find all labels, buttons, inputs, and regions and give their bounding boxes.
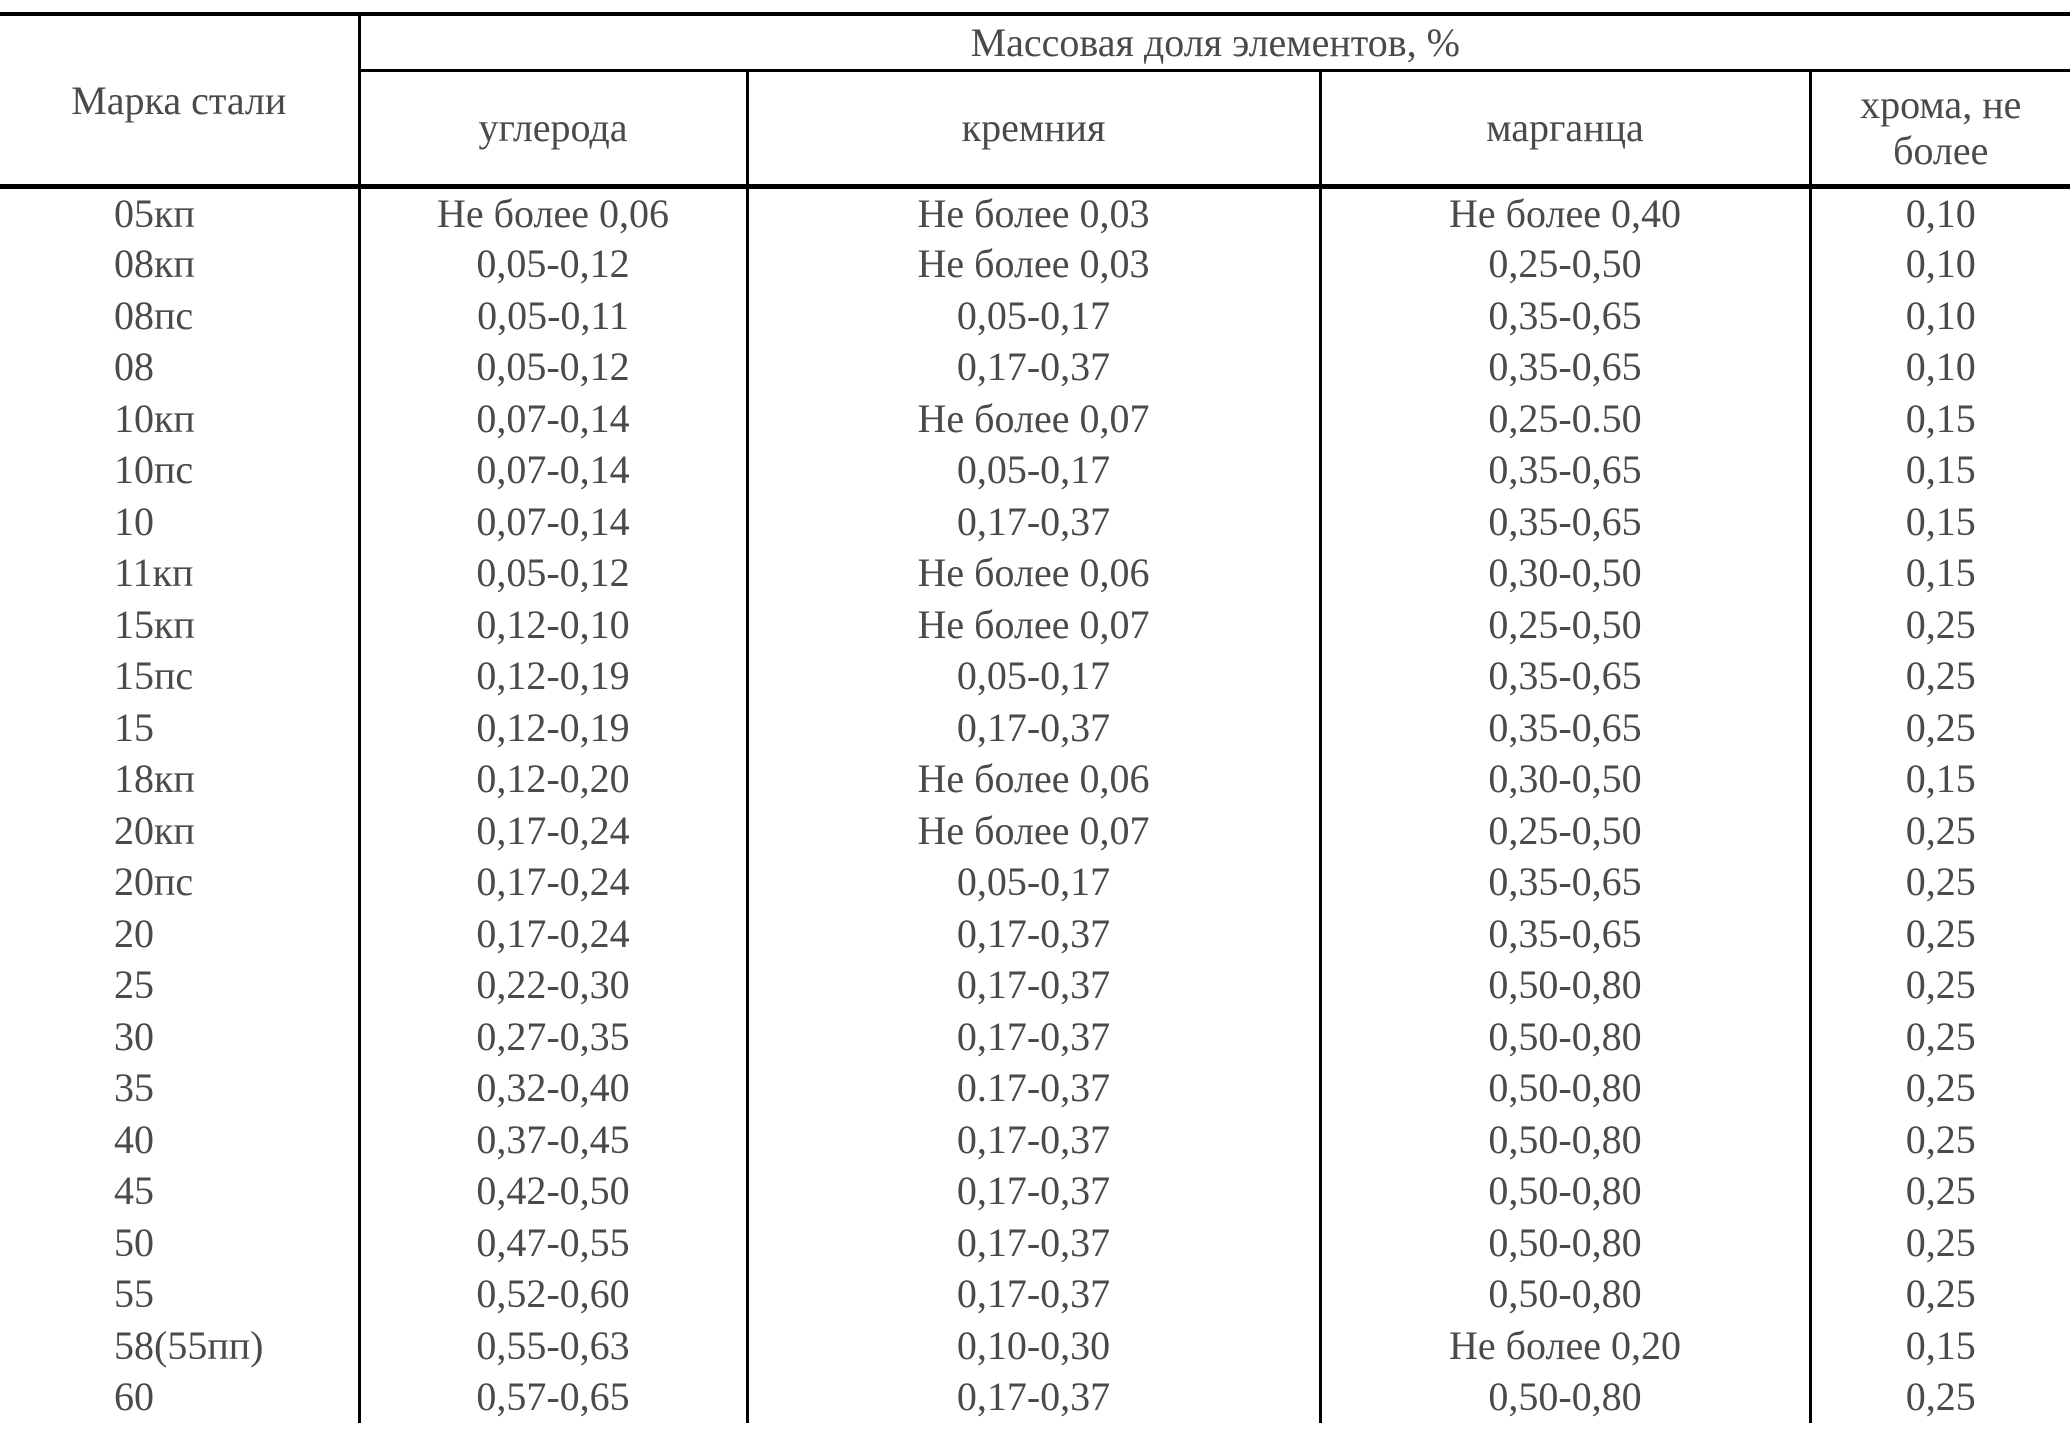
cell-manganese: 0,30-0,50 (1320, 547, 1810, 599)
cell-chromium: 0,25 (1905, 704, 1976, 750)
cell-manganese: 0,50-0,80 (1320, 1217, 1810, 1269)
cell-chromium: 0,25 (1905, 807, 1976, 853)
cell-chromium: 0,25 (1905, 1374, 1976, 1420)
cell-manganese: 0,50-0,80 (1320, 1011, 1810, 1063)
cell-steel-grade: 10кп (0, 393, 359, 445)
cell-steel-grade: 10пс (0, 444, 359, 496)
cell-steel-grade: 05кп (0, 187, 359, 239)
cell-manganese: 0,35-0,65 (1320, 650, 1810, 702)
cell-silicon: 0,17-0,37 (747, 908, 1320, 960)
steel-composition-table (0, 12, 2070, 1423)
cell-silicon: 0,17-0,37 (747, 702, 1320, 754)
table-row (0, 341, 2070, 393)
cell-manganese: 0,35-0,65 (1320, 341, 1810, 393)
column-header-chromium-max: хрома, не более (1860, 82, 2022, 173)
header-row-group (0, 14, 2070, 71)
cell-chromium: 0,25 (1905, 962, 1976, 1008)
cell-steel-grade: 15пс (0, 650, 359, 702)
cell-steel-grade: 35 (0, 1062, 359, 1114)
column-header-manganese: марганца (1320, 71, 1810, 187)
cell-manganese: 0,50-0,80 (1320, 959, 1810, 1011)
cell-manganese: 0,35-0,65 (1320, 290, 1810, 342)
cell-manganese: Не более 0,20 (1320, 1320, 1810, 1372)
cell-carbon: 0,07-0,14 (359, 393, 747, 445)
table-header (0, 14, 2070, 187)
cell-steel-grade: 10 (0, 496, 359, 548)
cell-carbon: 0,05-0,12 (359, 238, 747, 290)
cell-steel-grade: 40 (0, 1114, 359, 1166)
cell-manganese: 0,50-0,80 (1320, 1062, 1810, 1114)
table-row (0, 1320, 2070, 1372)
table-row (0, 187, 2070, 239)
cell-steel-grade: 08пс (0, 290, 359, 342)
cell-chromium: 0,10 (1905, 292, 1976, 338)
cell-silicon: 0,17-0,37 (747, 1011, 1320, 1063)
cell-steel-grade: 08 (0, 341, 359, 393)
cell-carbon: 0,47-0,55 (359, 1217, 747, 1269)
table-row (0, 599, 2070, 651)
table-row (0, 238, 2070, 290)
cell-chromium: 0,15 (1905, 498, 1976, 544)
cell-chromium: 0,25 (1905, 1219, 1976, 1265)
cell-carbon: 0,17-0,24 (359, 805, 747, 857)
cell-steel-grade: 25 (0, 959, 359, 1011)
table-row (0, 753, 2070, 805)
cell-silicon: Не более 0,07 (747, 599, 1320, 651)
cell-carbon: 0,12-0,19 (359, 702, 747, 754)
cell-manganese: 0,50-0,80 (1320, 1268, 1810, 1320)
table-row (0, 650, 2070, 702)
cell-silicon: 0,17-0,37 (747, 1114, 1320, 1166)
cell-manganese: 0,50-0,80 (1320, 1371, 1810, 1423)
table-row (0, 290, 2070, 342)
cell-chromium: 0,15 (1905, 550, 1976, 596)
cell-chromium: 0,15 (1905, 447, 1976, 493)
cell-steel-grade: 15 (0, 702, 359, 754)
cell-chromium: 0,25 (1905, 1116, 1976, 1162)
cell-steel-grade: 20кп (0, 805, 359, 857)
table-row (0, 444, 2070, 496)
table-row (0, 1217, 2070, 1269)
cell-chromium: 0,10 (1905, 344, 1976, 390)
cell-manganese: 0,35-0,65 (1320, 856, 1810, 908)
cell-steel-grade: 20пс (0, 856, 359, 908)
cell-steel-grade: 11кп (0, 547, 359, 599)
column-group-header-mass-fraction: Массовая доля элементов, % (359, 14, 2070, 71)
table-row (0, 496, 2070, 548)
cell-chromium: 0,10 (1905, 241, 1976, 287)
column-header-carbon: углерода (359, 71, 747, 187)
table-row (0, 1011, 2070, 1063)
cell-manganese: 0,25-0,50 (1320, 238, 1810, 290)
cell-carbon: 0,07-0,14 (359, 496, 747, 548)
cell-silicon: 0,17-0,37 (747, 341, 1320, 393)
cell-chromium: 0,25 (1905, 601, 1976, 647)
cell-steel-grade: 15кп (0, 599, 359, 651)
cell-carbon: 0,52-0,60 (359, 1268, 747, 1320)
cell-steel-grade: 45 (0, 1165, 359, 1217)
cell-carbon: 0,12-0,20 (359, 753, 747, 805)
cell-steel-grade: 60 (0, 1371, 359, 1423)
cell-silicon: 0,17-0,37 (747, 959, 1320, 1011)
cell-manganese: Не более 0,40 (1320, 187, 1810, 239)
cell-carbon: 0,05-0,12 (359, 341, 747, 393)
cell-silicon: 0,05-0,17 (747, 444, 1320, 496)
cell-chromium: 0,25 (1905, 1065, 1976, 1111)
table-row (0, 908, 2070, 960)
cell-manganese: 0,25-0.50 (1320, 393, 1810, 445)
cell-silicon: 0,17-0,37 (747, 1268, 1320, 1320)
cell-carbon: 0,12-0,19 (359, 650, 747, 702)
cell-carbon: 0,22-0,30 (359, 959, 747, 1011)
cell-manganese: 0,35-0,65 (1320, 496, 1810, 548)
cell-carbon: 0,05-0,12 (359, 547, 747, 599)
table-row (0, 856, 2070, 908)
cell-silicon: Не более 0,06 (747, 753, 1320, 805)
cell-manganese: 0,35-0,65 (1320, 444, 1810, 496)
table-body (0, 187, 2070, 1423)
cell-carbon: 0,57-0,65 (359, 1371, 747, 1423)
cell-silicon: 0,05-0,17 (747, 856, 1320, 908)
cell-silicon: Не более 0,03 (747, 187, 1320, 239)
cell-chromium: 0,25 (1905, 859, 1976, 905)
cell-manganese: 0,35-0,65 (1320, 908, 1810, 960)
cell-carbon: 0,32-0,40 (359, 1062, 747, 1114)
cell-carbon: 0,27-0,35 (359, 1011, 747, 1063)
cell-carbon: 0,07-0,14 (359, 444, 747, 496)
cell-manganese: 0,25-0,50 (1320, 599, 1810, 651)
cell-steel-grade: 58(55пп) (0, 1320, 359, 1372)
table-row (0, 1114, 2070, 1166)
table-row (0, 547, 2070, 599)
cell-manganese: 0,30-0,50 (1320, 753, 1810, 805)
cell-carbon: 0,55-0,63 (359, 1320, 747, 1372)
cell-carbon: 0,17-0,24 (359, 908, 747, 960)
cell-carbon: 0,17-0,24 (359, 856, 747, 908)
cell-carbon: 0,42-0,50 (359, 1165, 747, 1217)
table-row (0, 1268, 2070, 1320)
cell-chromium: 0,25 (1905, 1013, 1976, 1059)
cell-silicon: 0,17-0,37 (747, 1217, 1320, 1269)
cell-steel-grade: 18кп (0, 753, 359, 805)
cell-chromium: 0,25 (1905, 1168, 1976, 1214)
cell-manganese: 0,50-0,80 (1320, 1114, 1810, 1166)
cell-silicon: 0,05-0,17 (747, 290, 1320, 342)
cell-silicon: 0,05-0,17 (747, 650, 1320, 702)
cell-silicon: 0,17-0,37 (747, 496, 1320, 548)
cell-manganese: 0,25-0,50 (1320, 805, 1810, 857)
cell-manganese: 0,50-0,80 (1320, 1165, 1810, 1217)
cell-carbon: 0,37-0,45 (359, 1114, 747, 1166)
cell-manganese: 0,35-0,65 (1320, 702, 1810, 754)
cell-silicon: Не более 0,07 (747, 393, 1320, 445)
cell-carbon: 0,12-0,10 (359, 599, 747, 651)
column-header-steel-grade: Марка стали (0, 14, 359, 187)
table-row (0, 1165, 2070, 1217)
cell-silicon: 0,17-0,37 (747, 1165, 1320, 1217)
cell-silicon: Не более 0,06 (747, 547, 1320, 599)
cell-steel-grade: 20 (0, 908, 359, 960)
cell-silicon: Не более 0,07 (747, 805, 1320, 857)
table-row (0, 959, 2070, 1011)
cell-steel-grade: 08кп (0, 238, 359, 290)
cell-steel-grade: 50 (0, 1217, 359, 1269)
cell-carbon: Не более 0,06 (359, 187, 747, 239)
table-row (0, 393, 2070, 445)
cell-steel-grade: 55 (0, 1268, 359, 1320)
cell-silicon: Не более 0,03 (747, 238, 1320, 290)
cell-chromium: 0,25 (1905, 1271, 1976, 1317)
cell-chromium: 0,25 (1905, 910, 1976, 956)
cell-chromium: 0,15 (1905, 756, 1976, 802)
column-header-silicon: кремния (747, 71, 1320, 187)
cell-carbon: 0,05-0,11 (359, 290, 747, 342)
table-row (0, 1062, 2070, 1114)
cell-chromium: 0,25 (1905, 653, 1976, 699)
cell-steel-grade: 30 (0, 1011, 359, 1063)
cell-silicon: 0,10-0,30 (747, 1320, 1320, 1372)
cell-chromium: 0,15 (1905, 1322, 1976, 1368)
table-row (0, 1371, 2070, 1423)
cell-silicon: 0,17-0,37 (747, 1371, 1320, 1423)
table-row (0, 805, 2070, 857)
cell-silicon: 0.17-0,37 (747, 1062, 1320, 1114)
table-row (0, 702, 2070, 754)
cell-chromium: 0,15 (1905, 395, 1976, 441)
cell-chromium: 0,10 (1905, 191, 1976, 236)
